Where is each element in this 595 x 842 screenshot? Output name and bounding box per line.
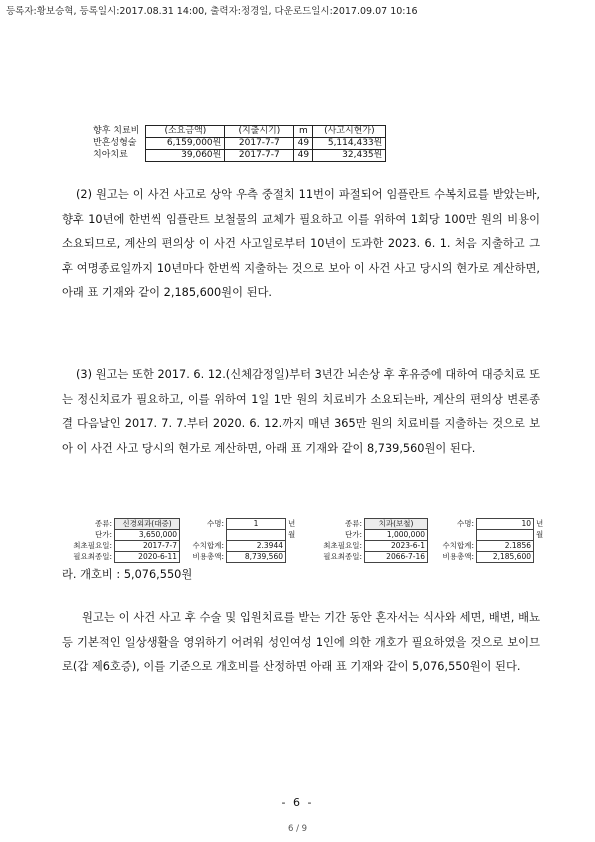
grid-value: 2017-7-7 [115,541,180,552]
grid-label: 최초필요일: [323,541,362,550]
table-header-cell: (사고시현가) [313,126,386,138]
grid-value: 2,185,600 [477,552,534,563]
future-treatment-cost-table [90,125,386,162]
page-counter: 6 / 9 [287,824,308,834]
page-number: - 6 - [281,796,314,809]
table-header-cell: m [294,126,313,138]
grid-value: 2.1856 [477,541,534,552]
table-cell: 32,435원 [313,150,386,162]
grid-label: 종류: [344,519,362,528]
table-header-cell: 향후 치료비 [93,126,140,136]
grid-label: 수치합계: [192,541,224,550]
grid-label: 종류: [94,519,112,528]
grid-label: 수명: [206,519,224,528]
table-header-row [90,126,386,138]
grid-value: 8,739,560 [227,552,286,563]
grid-label: 단가: [344,530,362,539]
calc-grid-neurosurgery [58,518,300,563]
table-cell: 39,060원 [146,150,225,162]
grid-label: 필요최종일: [73,552,112,561]
table-cell: 2017-7-7 [225,138,294,150]
grid-unit: 월 [536,530,544,539]
paragraph-nursing-care: 원고는 이 사건 사고 후 수술 및 입원치료를 받는 기간 동안 혼자서는 식사와 세면, 배변, 배뇨 등 기본적인 일상생활을 영위하기 어려워 성인여성 1인에 의한 개호가 필요하였을 것으로 보이므로(갑 제6호증), 이를 기준으로 개호비를 산정하면 아래 표 기재와 같이 5,076,550원이 된다. [62,611,540,673]
grid-value: 1,000,000 [365,530,428,541]
table-row [90,150,386,162]
table-header-cell: (지출시기) [225,126,294,138]
table-cell: 2017-7-7 [225,150,294,162]
grid-value: 치과(보철) [365,519,428,530]
grid-label: 단가: [94,530,112,539]
grid-label: 최초필요일: [73,541,112,550]
table-cell: 6,159,000원 [146,138,225,150]
grid-label: 필요최종일: [323,552,362,561]
grid-label: 수치합계: [442,541,474,550]
paragraph-dental-implant: (2) 원고는 이 사건 사고로 상악 우측 중절치 11번이 파절되어 임플란트 수복치료를 받았는바, 향후 10년에 한번씩 임플란트 보철물의 교체가 필요하고 이를 위하여 1회당 100만 원의 비용이 소요되므로, 계산의 편의상 이 사건 사고일로부터 10년이 도과한 2023. 6. 1. 처음 지출하고 그후 여명종료일까지 10년마다 한번씩 지출하는 것으로 보아 이 사건 사고 당시의 현가로 계산하면, 아래 표 기재와 같이 2,185,600원이 된다. [62,188,540,299]
table-cell: 49 [294,138,313,150]
grid-label: 비용총액: [192,552,224,561]
grid-label: 비용총액: [442,552,474,561]
grid-value: 2020-6-11 [115,552,180,563]
calc-grid-dental [312,518,548,563]
table-cell: 반흔성형술 [93,138,137,148]
table-row [90,138,386,150]
grid-value: 1 [227,519,286,530]
grid-value: 2023-6-1 [365,541,428,552]
grid-value: 2.3944 [227,541,286,552]
grid-label: 수명: [456,519,474,528]
grid-unit: 월 [288,530,296,539]
grid-value: 10 [477,519,534,530]
grid-value: 3,650,000 [115,530,180,541]
table-header-cell: (소요금액) [146,126,225,138]
document-header-stamp: 등록자:황보승혁, 등록일시:2017.08.31 14:00, 출력자:정경일, 다운로드일시:2017.09.07 10:16 [6,6,418,17]
table-cell: 치아치료 [93,150,128,160]
section-heading-nursing-cost: 라. 개호비 : 5,076,550원 [62,568,193,581]
grid-value: 2066-7-16 [365,552,428,563]
grid-unit: 년 [536,519,544,528]
table-cell: 49 [294,150,313,162]
paragraph-brain-injury-treatment: (3) 원고는 또한 2017. 6. 12.(신체감정일)부터 3년간 뇌손상 후 후유증에 대하여 대증치료 또는 정신치료가 필요하고, 이를 위하여 1일 1만 원의 치료비가 소요되는바, 계산의 편의상 변론종결 다음날인 2017. 7. 7.부터 2020. 6. 12.까지 매년 365만 원의 치료비를 지출하는 것으로 보아 이 사건 사고 당시의 현가로 계산하면, 아래 표 기재와 같이 8,739,560원이 된다. [62,368,540,455]
grid-value: 신경외과(대증) [115,519,180,530]
table-cell: 5,114,433원 [313,138,386,150]
grid-unit: 년 [288,519,296,528]
